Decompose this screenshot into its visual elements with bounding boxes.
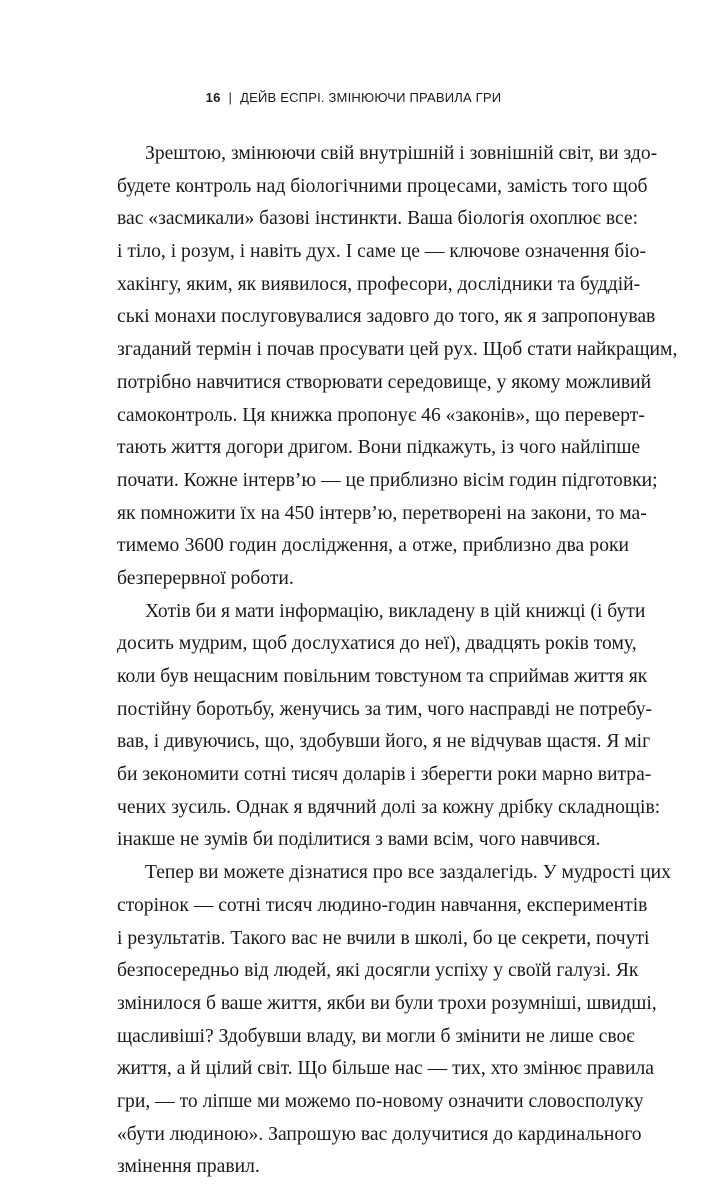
text-line: «бути людиною». Запрошую вас долучитися до кардинального bbox=[117, 1123, 642, 1145]
text-line: згаданий термін і почав просувати цей рух. Щоб стати найкращим, bbox=[117, 339, 678, 361]
text-line: безпосередньо від людей, які досягли успіху у своїй галузі. Як bbox=[117, 960, 639, 982]
text-line: чених зусиль. Однак я вдячний долі за кожну дрібку складнощів: bbox=[117, 796, 661, 818]
page-number: 16 bbox=[205, 90, 221, 105]
text-line: вас «засмикали» базові інстинкти. Ваша біологія охоплює все: bbox=[117, 208, 639, 230]
text-line: коли був нещасним повільним товстуном та сприймав життя як bbox=[117, 666, 648, 687]
text-line: Зрештою, змінюючи свій внутрішній і зовнішній світ, ви здо- bbox=[145, 143, 658, 164]
text-line: Тепер ви можете дізнатися про все заздалегідь. У мудрості цих bbox=[145, 862, 671, 884]
text-line: будете контроль над біологічними процесами, замість того щоб bbox=[117, 175, 648, 197]
text-line: щасливіші? Здобувши владу, ви могли б змінити не лише своє bbox=[117, 1025, 635, 1047]
text-line: ські монахи послуговувалися задовго до того, як я запропонував bbox=[117, 306, 656, 328]
text-line: змінення правил. bbox=[117, 1156, 260, 1178]
text-line: самоконтроль. Ця книжка пропонує 46 «законів», що переверт- bbox=[117, 404, 645, 426]
text-line: інакше не зумів би поділитися з вами всім, чого навчився. bbox=[117, 829, 601, 851]
running-head bbox=[0, 90, 707, 105]
text-line: як помножити їх на 450 інтерв’ю, перетворені на закони, то ма- bbox=[117, 502, 647, 524]
paragraph bbox=[117, 138, 678, 596]
text-line: тають життя догори дригом. Вони підкажуть, із чого найліпше bbox=[117, 437, 641, 459]
paragraph bbox=[117, 857, 671, 1184]
paragraph bbox=[117, 596, 661, 858]
text-line: сторінок — сотні тисяч людино-годин навчання, експериментів bbox=[117, 894, 648, 916]
text-line: життя, а й цілий світ. Що більше нас — тих, хто змінює правила bbox=[117, 1058, 654, 1080]
text-line: тимемо 3600 годин дослідження, а отже, приблизно два роки bbox=[117, 535, 629, 557]
body-text bbox=[117, 138, 678, 1184]
text-line: постійну боротьбу, женучись за тим, чого насправді не потребу- bbox=[117, 698, 653, 720]
text-line: почати. Кожне інтерв’ю — це приблизно вісім годин підготовки; bbox=[117, 469, 658, 491]
running-head-title: ДЕЙВ ЕСПРІ. ЗМІНЮЮЧИ ПРАВИЛА ГРИ bbox=[240, 90, 502, 105]
text-line: безперервної роботи. bbox=[117, 567, 294, 589]
text-line: гри, — то ліпше ми можемо по-новому означити словосполуку bbox=[117, 1090, 644, 1112]
text-line: досить мудрим, щоб дослухатися до неї), двадцять років тому, bbox=[117, 633, 637, 655]
running-head-separator: | bbox=[228, 90, 233, 105]
text-line: і тіло, і розум, і навіть дух. І саме це — ключове означення біо- bbox=[117, 241, 646, 263]
text-line: вав, і дивуючись, що, здобувши його, я не відчував щастя. Я міг bbox=[117, 731, 651, 753]
text-line: змінилося б ваше життя, якби ви були трохи розумніші, швидші, bbox=[117, 992, 657, 1014]
text-line: би зекономити сотні тисяч доларів і зберегти роки марно витра- bbox=[117, 764, 652, 786]
text-line: Хотів би я мати інформацію, викладену в цій книжці (і бути bbox=[145, 600, 646, 622]
text-line: потрібно навчитися створювати середовище, у якому можливий bbox=[117, 371, 652, 393]
text-line: хакінгу, яким, як виявилося, професори, дослідники та буддій- bbox=[117, 273, 641, 295]
text-line: і результатів. Такого вас не вчили в школі, бо це секрети, почуті bbox=[117, 927, 650, 949]
